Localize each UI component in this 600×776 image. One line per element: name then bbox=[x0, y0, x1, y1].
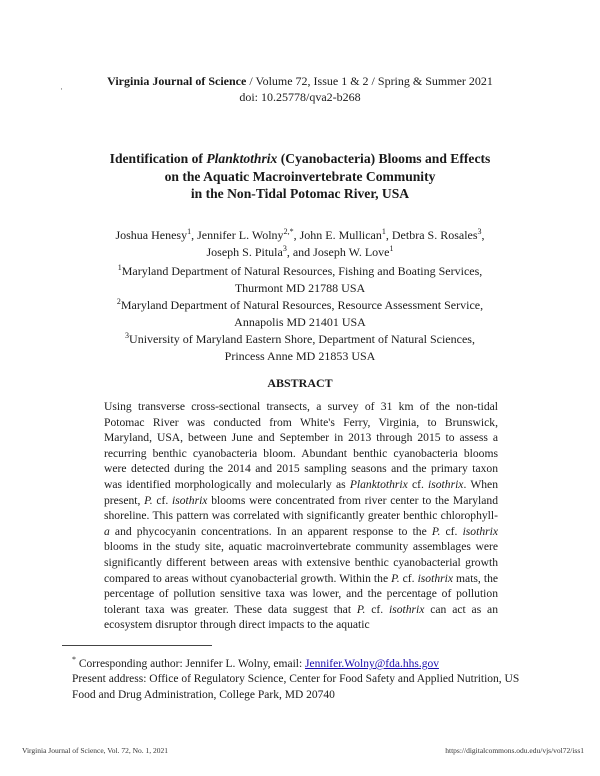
affiliation-2: $^2$Maryland Department of Natural Resources, Resource Assessment Service, Annapolis MD 21401 USA bbox=[116, 297, 484, 329]
title-line-2: on the Aquatic Macroinvertebrate Community bbox=[164, 168, 436, 184]
abstract-heading: ABSTRACT bbox=[267, 376, 333, 390]
footnote-divider bbox=[62, 645, 212, 646]
title-genus: Planktothrix bbox=[206, 151, 278, 166]
journal-issue: / Volume 72, Issue 1 & 2 / Spring & Summer 2021 bbox=[246, 74, 493, 88]
title-line-3: in the Non-Tidal Potomac River, USA bbox=[190, 186, 410, 201]
author: Detbra S. Rosales$^3$, bbox=[391, 227, 485, 242]
title-line-1: Identification of Planktothrix (Cyanobacteria) Blooms and Effects bbox=[109, 151, 491, 166]
journal-header bbox=[0, 73, 600, 105]
paper-title bbox=[60, 150, 540, 203]
author: Joseph S. Pitula$^3$, and bbox=[206, 244, 314, 259]
author-list bbox=[70, 227, 530, 261]
journal-citation bbox=[0, 73, 600, 89]
author-email-link[interactable]: Jennifer.Wolny@fda.hhs.gov bbox=[305, 657, 439, 670]
journal-name: Virginia Journal of Science bbox=[107, 74, 247, 88]
footer-url[interactable]: https://digitalcommons.odu.edu/vjs/vol72/iss1 bbox=[445, 746, 584, 755]
author: Joseph W. Love$^1$ bbox=[313, 244, 394, 259]
abstract-body: Using transverse cross-sectional transects, a survey of 31 km of the non-tidal Potomac River was conducted from White's Ferry, Virginia, to Brunswick, Maryland, USA, between June and September in 2013 through 2015 to assess a recurring benthic cyanobacteria bloom. Abundant benthic cyanobacteria blooms were detected during the 2014 and 2015 sampling seasons and the primary taxon was identified morphologically and molecularly as Planktothrix cf. isothrix. When present, P. cf. isothrix blooms were concentrated from river center to the Maryland shoreline. This pattern was correlated with significantly greater benthic chlorophyll-a and phycocyanin concentrations. In an apparent response to the P. cf. isothrix blooms in the study site, aquatic macroinvertebrate community assemblages were significantly different between areas with extensive benthic cyanobacterial growth compared to areas without cyanobacterial growth. Within the P. cf. isothrix mats, the percentage of pollution sensitive taxa was lower, and the percentage of pollution tolerant taxa was greater. These data suggest that P. cf. isothrix can act as an ecosystem disruptor through direct impacts to the aquatic bbox=[104, 400, 499, 632]
author: Joshua Henesy$^1$, bbox=[115, 227, 198, 242]
doi: doi: 10.25778/qva2-b268 bbox=[239, 90, 361, 104]
affiliation-1: $^1$Maryland Department of Natural Resources, Fishing and Boating Services, Thurmont MD 21788 USA bbox=[117, 263, 483, 295]
stray-dot: · bbox=[60, 84, 63, 94]
author: Jennifer L. Wolny$^{2,*}$, bbox=[197, 227, 300, 242]
author: John E. Mullican$^1$, bbox=[299, 227, 392, 242]
corresponding-author-note: * Corresponding author: Jennifer L. Wolny, email: Jennifer.Wolny@fda.hhs.gov bbox=[72, 655, 439, 670]
present-address-note: Present address: Office of Regulatory Science, Center for Food Safety and Applied Nutrition, US Food and Drug Administration, College Park, MD 20740 bbox=[72, 673, 520, 701]
affiliation-3: $^3$University of Maryland Eastern Shore, Department of Natural Sciences, Princess Anne MD 21853 USA bbox=[125, 331, 475, 363]
footer-citation: Virginia Journal of Science, Vol. 72, No. 1, 2021 bbox=[22, 746, 168, 755]
